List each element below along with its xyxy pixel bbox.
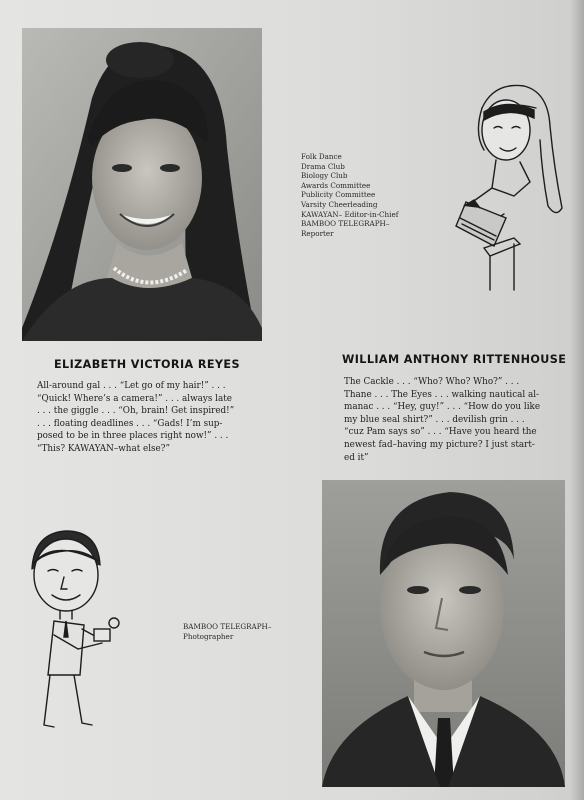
blurb-william bbox=[344, 376, 569, 464]
blurb-line: posed to be in three places right now!” . . . bbox=[37, 431, 229, 442]
activities-list-elizabeth bbox=[301, 152, 451, 238]
student-name-elizabeth: ELIZABETH VICTORIA REYES bbox=[54, 358, 240, 371]
blurb-line: “cuz Pam says so” . . . “Have you heard the bbox=[344, 427, 537, 438]
activity-item: Reporter bbox=[301, 228, 334, 238]
caricature-drawing-william bbox=[24, 525, 134, 735]
blurb-line: The Cackle . . . “Who? Who? Who?” . . . bbox=[344, 377, 520, 387]
activity-item: Awards Committee bbox=[301, 180, 371, 190]
blurb-line: . . . the giggle . . . “Oh, brain! Get inspired!” bbox=[37, 406, 235, 417]
activity-item: Folk Dance bbox=[301, 152, 342, 161]
activity-item: Drama Club bbox=[301, 161, 345, 171]
blurb-line: my blue seal shirt?” . . . devilish grin . . . bbox=[344, 414, 525, 425]
blurb-elizabeth bbox=[37, 380, 267, 456]
page-gutter-shadow bbox=[570, 0, 584, 800]
activity-item: Biology Club bbox=[301, 171, 348, 181]
activity-item: BAMBOO TELEGRAPH– bbox=[301, 219, 390, 229]
activity-item: Photographer bbox=[183, 631, 234, 641]
activities-list-william bbox=[183, 622, 271, 641]
activity-item: Varsity Cheerleading bbox=[301, 199, 378, 209]
activity-item: KAWAYAN– Editor-in-Chief bbox=[301, 209, 399, 219]
activity-item: BAMBOO TELEGRAPH– bbox=[183, 622, 272, 631]
caricature-drawing-elizabeth bbox=[444, 78, 574, 294]
activity-item: Publicity Committee bbox=[301, 190, 376, 200]
blurb-line: All-around gal . . . “Let go of my hair!” . . . bbox=[37, 381, 226, 391]
blurb-line: manac . . . “Hey, guy!” . . . “How do you like bbox=[344, 402, 541, 413]
blurb-line: “This? KAWAYAN–what else?” bbox=[37, 443, 170, 454]
portrait-photo-william bbox=[322, 480, 565, 787]
blurb-line: ed it” bbox=[344, 452, 369, 463]
student-name-william: WILLIAM ANTHONY RITTENHOUSE bbox=[342, 353, 567, 366]
blurb-line: Thane . . . The Eyes . . . walking nautical al- bbox=[344, 389, 540, 400]
blurb-line: . . . floating deadlines . . . “Gads! I’m sup- bbox=[37, 418, 223, 429]
portrait-photo-elizabeth bbox=[22, 28, 262, 341]
blurb-line: newest fad–having my picture? I just start- bbox=[344, 439, 535, 450]
blurb-line: “Quick! Where’s a camera!” . . . always late bbox=[37, 393, 232, 404]
